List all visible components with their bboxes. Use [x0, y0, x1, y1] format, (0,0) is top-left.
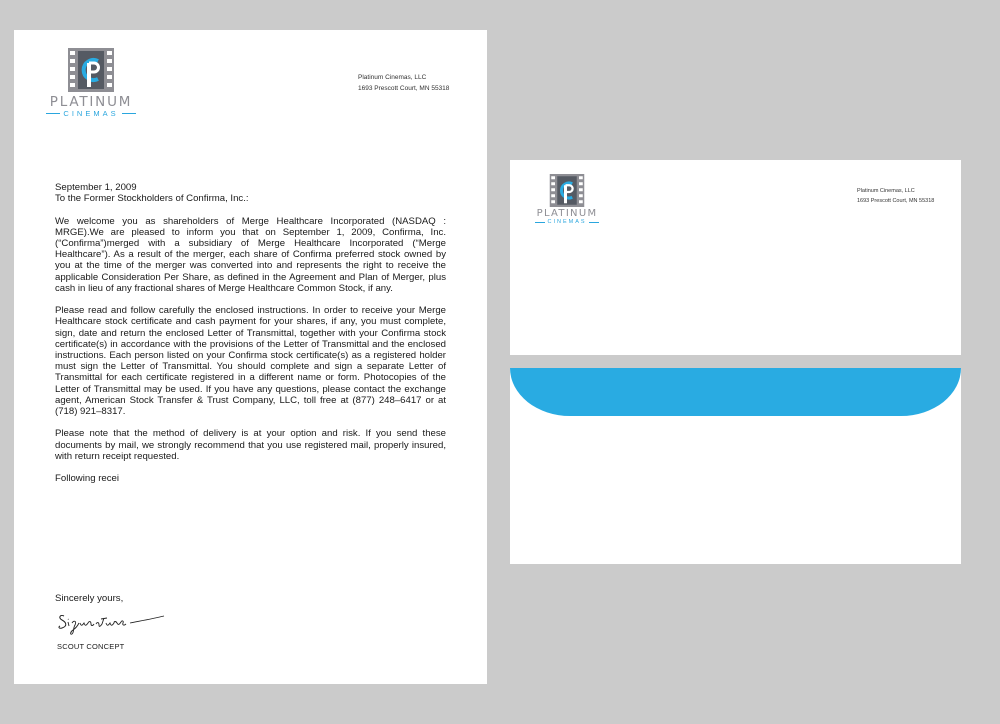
signature-image	[56, 608, 166, 636]
platinum-cinemas-logo	[40, 48, 142, 118]
platinum-cinemas-logo-small	[530, 174, 604, 225]
company-name: Platinum Cinemas, LLC	[358, 74, 427, 81]
brand-rule-right	[122, 113, 136, 114]
brand-rule-left	[535, 222, 545, 223]
envelope-flap-side	[510, 368, 961, 564]
film-reel-p-icon	[68, 48, 114, 92]
letterhead-sheet	[14, 30, 487, 684]
company-info	[857, 187, 934, 206]
letter-closing: Sincerely yours,	[55, 593, 124, 604]
brand-name: PLATINUM	[49, 94, 133, 110]
brand-subtitle-text: CINEMAS	[547, 219, 587, 225]
company-address: 1693 Prescott Court, MN 55318	[358, 85, 450, 92]
letter-body	[55, 182, 446, 484]
brand-subtitle-text: CINEMAS	[63, 109, 119, 118]
letter-salutation: To the Former Stockholders of Confirma, Inc.:	[55, 193, 249, 205]
brand-name: PLATINUM	[536, 208, 598, 219]
letter-date: September 1, 2009	[55, 182, 137, 193]
letter-paragraph-1: We welcome you as shareholders of Merge Healthcare Incorporated (NASDAQ : MRGE).We are pleased to inform you that on September 1, 2009, Confirma, Inc. (“Confirma”)merged with a subsidiary of Merge Healthcare Incorporated (“Merge Healthcare”). As a result of the merger, each share of Confirma preferred stock owned by you at the time of the merger was converted into and represents the right to receive the applicable Consideration Per Share, as defined in the Agreement and Plan of Merger, plus cash in lieu of any fractional shares of Merge Healthcare Common Stock, if any.	[55, 215, 446, 294]
signer-name: SCOUT CONCEPT	[57, 642, 125, 651]
letter-paragraph-3: Please note that the method of delivery is at your option and risk. If you send these documents by mail, we strongly recommend that you use registered mail, properly insured, with return receipt requested.	[55, 428, 446, 462]
brand-rule-left	[46, 113, 60, 114]
envelope-address-side	[510, 160, 961, 355]
letter-paragraph-4: Following recei	[55, 473, 119, 485]
brand-subtitle	[40, 109, 142, 118]
brand-rule-right	[589, 222, 599, 223]
company-address: 1693 Prescott Court, MN 55318	[857, 197, 935, 204]
letter-paragraph-2: Please read and follow carefully the enclosed instructions. In order to receive your Merge Healthcare stock certificate and cash payment for your shares, if any, you must complete, sign, date and return the enclosed Letter of Transmittal, together with your Confirma stock certificate(s) in accordance with the provisions of the Letter of Transmittal and the enclosed instructions. Each person listed on your Confirma stock certificate(s) as a registered holder must sign the Letter of Transmittal. You should complete and sign a separate Letter of Transmittal for each certificate registered in a different name or form. Photocopies of the Letter of Transmittal may be used. If you have any questions, please contact the exchange agent, American Stock Transfer & Trust Company, LLC, toll free at (877) 248–6417 or at (718) 921–8317.	[55, 305, 446, 418]
envelope-flap	[510, 368, 961, 416]
company-name: Platinum Cinemas, LLC	[857, 188, 915, 194]
brand-subtitle	[530, 219, 604, 225]
film-reel-p-icon	[549, 174, 585, 207]
company-info	[358, 72, 449, 94]
